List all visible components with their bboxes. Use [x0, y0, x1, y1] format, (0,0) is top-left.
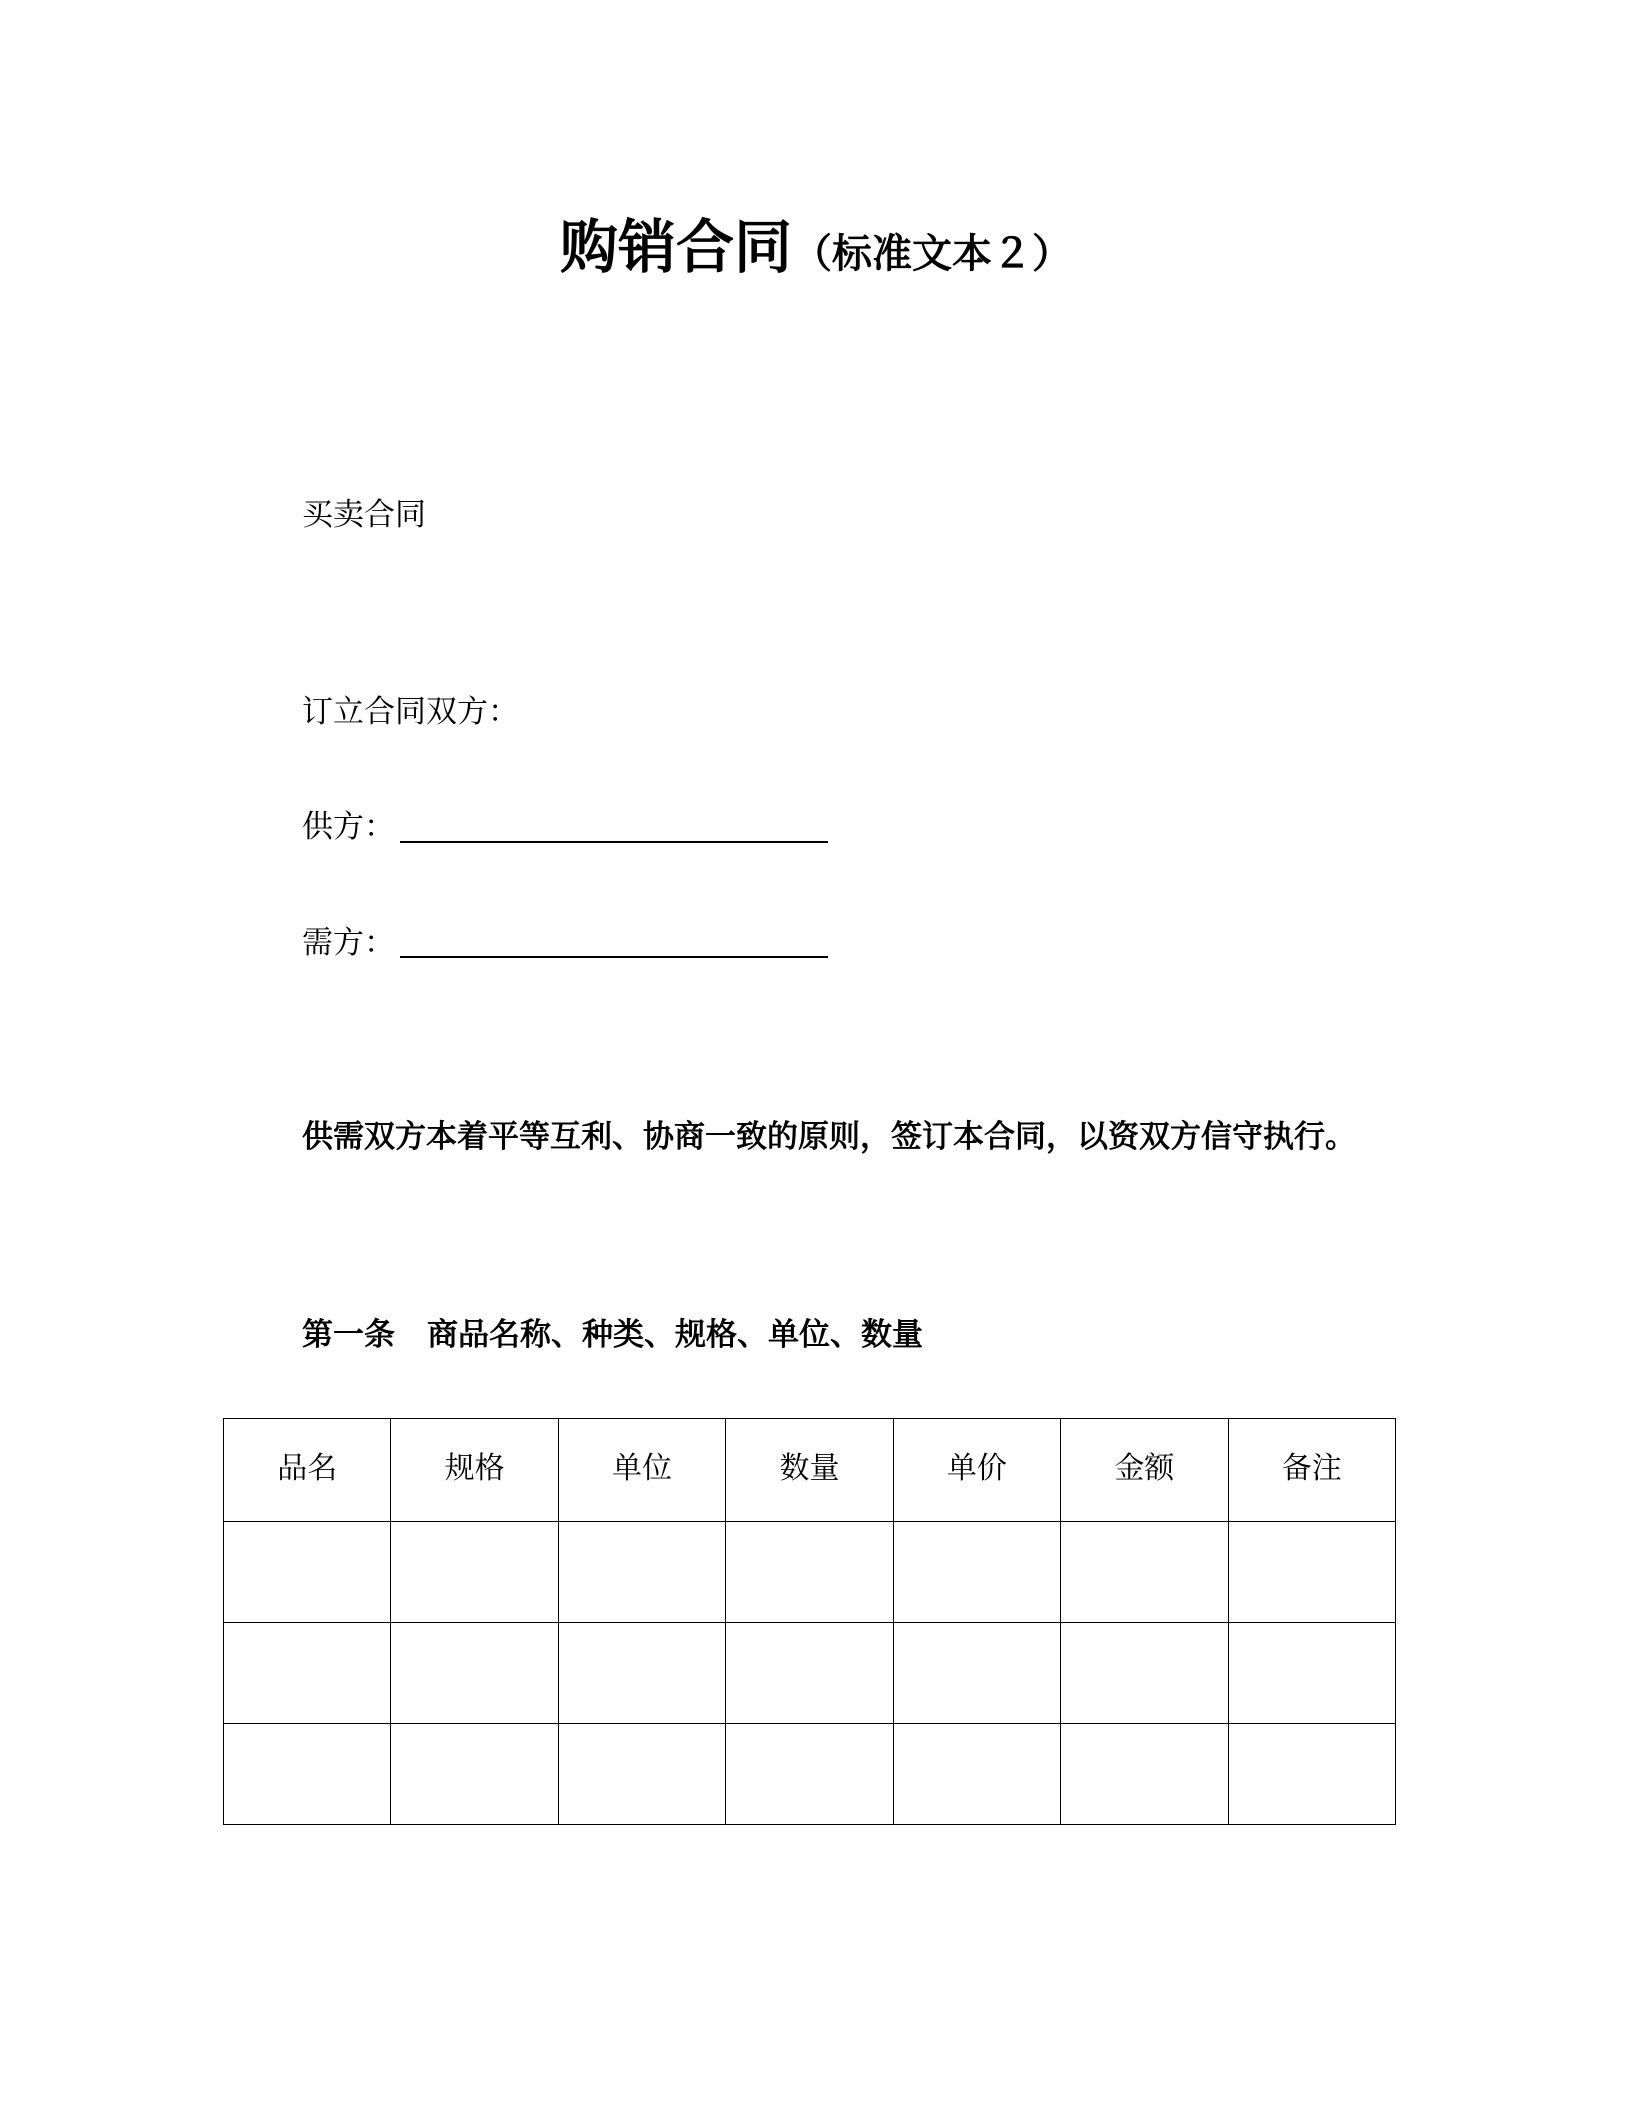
- document-title: [0, 200, 1632, 284]
- article-1-number: 第一条: [302, 1317, 395, 1353]
- article-1-heading: [302, 1309, 923, 1354]
- column-header-name: 品名: [224, 1419, 391, 1522]
- supplier-blank-line[interactable]: [400, 841, 828, 843]
- table-cell[interactable]: [224, 1724, 391, 1825]
- column-header-spec: 规格: [391, 1419, 558, 1522]
- goods-table: [223, 1418, 1396, 1825]
- column-header-unit-price: 单价: [893, 1419, 1060, 1522]
- table-cell[interactable]: [391, 1623, 558, 1724]
- supplier-label: 供方：: [302, 809, 395, 845]
- table-row: [224, 1522, 1396, 1623]
- table-cell[interactable]: [893, 1522, 1060, 1623]
- table-cell[interactable]: [1061, 1724, 1228, 1825]
- table-cell[interactable]: [893, 1623, 1060, 1724]
- table-cell[interactable]: [893, 1724, 1060, 1825]
- article-1-title: 商品名称、种类、规格、单位、数量: [427, 1317, 923, 1353]
- contract-heading: 买卖合同: [302, 497, 426, 533]
- table-row: [224, 1623, 1396, 1724]
- column-header-remarks: 备注: [1228, 1419, 1395, 1522]
- table-row: [224, 1724, 1396, 1825]
- column-header-unit: 单位: [558, 1419, 725, 1522]
- table-cell[interactable]: [726, 1724, 893, 1825]
- title-main: 购销合同: [559, 213, 792, 281]
- title-subtitle: （标准文本２）: [792, 231, 1072, 277]
- table-cell[interactable]: [224, 1623, 391, 1724]
- table-cell[interactable]: [1228, 1623, 1395, 1724]
- parties-label: 订立合同双方：: [302, 694, 519, 730]
- buyer-label: 需方：: [302, 925, 395, 961]
- table-cell[interactable]: [558, 1724, 725, 1825]
- table-cell[interactable]: [558, 1623, 725, 1724]
- intro-paragraph: 供需双方本着平等互利、协商一致的原则，签订本合同，以资双方信守执行。: [302, 1119, 1356, 1155]
- table-cell[interactable]: [1061, 1623, 1228, 1724]
- goods-table-header-row: [224, 1419, 1396, 1522]
- table-cell[interactable]: [558, 1522, 725, 1623]
- table-cell[interactable]: [391, 1724, 558, 1825]
- table-cell[interactable]: [1228, 1724, 1395, 1825]
- table-cell[interactable]: [1061, 1522, 1228, 1623]
- table-cell[interactable]: [726, 1522, 893, 1623]
- table-cell[interactable]: [1228, 1522, 1395, 1623]
- table-cell[interactable]: [726, 1623, 893, 1724]
- buyer-blank-line[interactable]: [400, 956, 828, 958]
- column-header-amount: 金额: [1061, 1419, 1228, 1522]
- table-cell[interactable]: [391, 1522, 558, 1623]
- table-cell[interactable]: [224, 1522, 391, 1623]
- column-header-quantity: 数量: [726, 1419, 893, 1522]
